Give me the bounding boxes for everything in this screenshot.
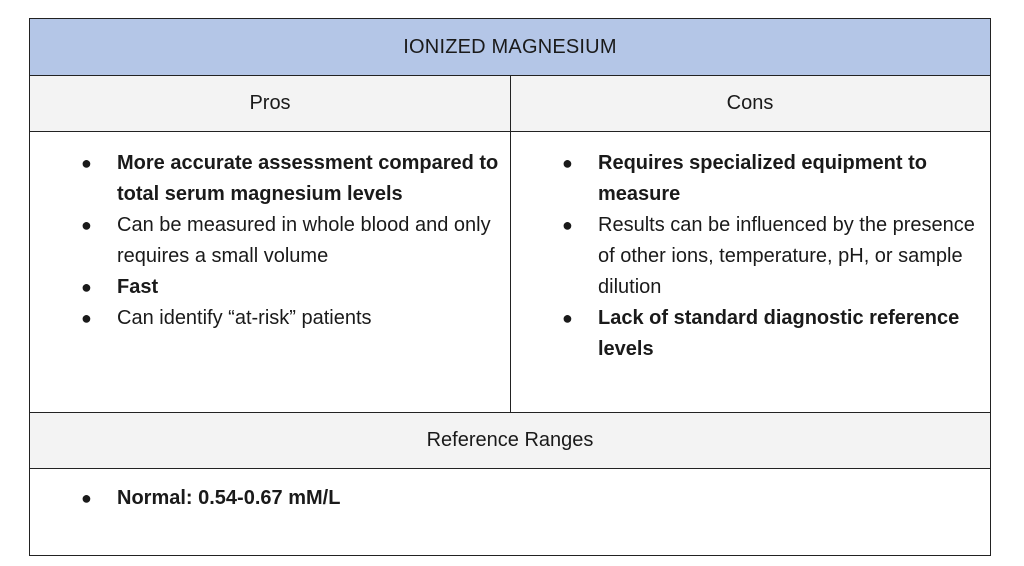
header-row bbox=[30, 76, 990, 132]
bullet-icon: ● bbox=[562, 153, 573, 173]
bullet-icon: ● bbox=[562, 308, 573, 328]
cons-header: Cons bbox=[726, 92, 774, 114]
cons-list bbox=[511, 132, 989, 365]
reference-list bbox=[30, 469, 990, 514]
pros-cons-row bbox=[30, 132, 990, 413]
pros-cell bbox=[30, 132, 511, 412]
pros-item-text: Fast bbox=[117, 276, 159, 298]
list-item bbox=[511, 303, 979, 365]
list-item bbox=[30, 272, 500, 303]
bullet-icon: ● bbox=[81, 308, 92, 328]
pros-header: Pros bbox=[30, 76, 511, 131]
bullet-icon: ● bbox=[562, 215, 573, 235]
reference-ranges-header: Reference Ranges bbox=[30, 413, 990, 469]
pros-list bbox=[30, 132, 510, 334]
bullet-icon: ● bbox=[81, 153, 92, 173]
bullet-icon: ● bbox=[81, 488, 92, 508]
list-item bbox=[511, 148, 979, 210]
list-item bbox=[30, 210, 500, 272]
table-title: IONIZED MAGNESIUM bbox=[30, 19, 990, 76]
reference-item-text: Normal: 0.54-0.67 mM/L bbox=[117, 487, 341, 509]
pros-item-text: Can be measured in whole blood and only requires a small volume bbox=[117, 214, 491, 267]
pros-item-text: Can identify “at-risk” patients bbox=[117, 307, 372, 329]
bullet-icon: ● bbox=[81, 215, 92, 235]
reference-ranges-cell bbox=[30, 469, 990, 555]
cons-item-text: Lack of standard diagnostic reference levels bbox=[598, 307, 960, 360]
cons-cell bbox=[511, 132, 989, 412]
pros-item-text: More accurate assessment compared to total serum magnesium levels bbox=[117, 152, 499, 205]
list-item bbox=[511, 210, 979, 303]
cons-item-text: Results can be influenced by the presence of other ions, temperature, pH, or sample dilution bbox=[598, 214, 975, 298]
cons-item-text: Requires specialized equipment to measure bbox=[598, 152, 927, 205]
ionized-magnesium-table bbox=[29, 18, 991, 556]
list-item bbox=[30, 303, 500, 334]
bullet-icon: ● bbox=[81, 277, 92, 297]
list-item bbox=[30, 483, 980, 514]
list-item bbox=[30, 148, 500, 210]
